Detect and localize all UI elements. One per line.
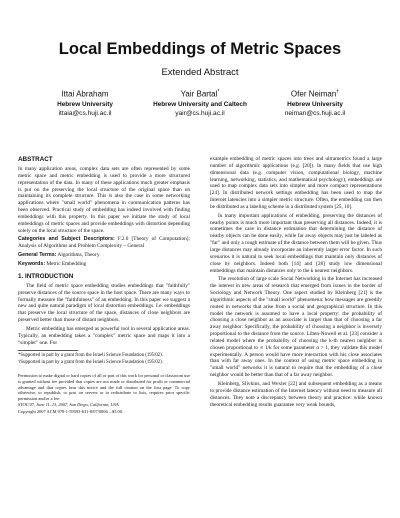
paper-title: Local Embeddings of Metric Spaces [58,40,342,58]
author-block [28,87,372,118]
author-affiliation: Hebrew University and Caltech [153,100,247,108]
body-paragraph: In many important applications of embedding, preserving the distances of nearby points is much more important than preserving all distances. Indeed, it is sometimes the case in distance estimation that determining the distance of nearby objects can be done easily, while far away objects may just be labeled as "far" and only a rough estimate of the distance between them will be given. Thus large distances may already incorporate an inherently larger error factor. In such scenarios it is natural to seek local embeddings that maintain only distances of close by neighbors. Indeed both [14] and [28] study low dimensional embeddings that maintain distances only to the k nearest neighbors. [210,212,382,274]
introduction-heading: 1. INTRODUCTION [18,272,74,280]
author-mark: † [336,89,340,95]
copyright-line: Copyright 2007 ACM 978-1-59593-631-8/07/0006 ...$5.00. [18,408,124,414]
keywords-line: Keywords: Metric Embedding [18,260,87,267]
abstract-heading: ABSTRACT [18,156,53,163]
author-affiliation: Hebrew University [57,100,113,108]
body-paragraph: The resolution of large scale Social Networking in the Internet has increased the interest in new areas of research that emerged from issues in the border of Sociology and Network Theory. One aspect studied by Kleinberg [21] is the algorithmic aspects of the "small world" phenomena: how messages are greedily routed in networks that arise from a social and geographical structure. In this model the network is assumed to have a local property: the probability of choosing a close neighbor as an associate is larger than that of choosing a far away neighbor. Specifically, the probability of choosing a neighbor is inversely proportional to the distance from the source. Liben-Nowell et al. [23] consider a related model where the probability of choosing the k-th nearest neighbor is chosen proportional to ∝ 1/k for some parameter α > 1, they validate this model experimentally. A person would have more interaction with his close associates than with far away ones. In the context of using metric space embedding in "small world" networks it is natural to require that the embedding of a close neighbor would be better than that of a far away neighbor. [210,276,382,379]
body-paragraph: example embedding of metric spaces into trees and ultrametrics found a large number of algorithmic applications (e.g. [20]). In many fields that use high dimensional data (e.g. computer vision, computational biology, machine learning, networking, statistics, and mathematical psychology), embeddings are used to map complex data sets into simpler and more compact representations [24]. In distributed network settings embedding has been used to map the Internet latencies into a simpler metric structure. Often, the embedding can then be distributed as a labeling scheme in a distributed system [25, 10]. [210,156,382,210]
categories-line: Categories and Subject Descriptors: F.2.0 [Theory of Computation]: Analysis of Algorithms and Problem Complexity – General [18,236,191,250]
author-1 [28,87,142,118]
body-paragraph: Kleinberg, Slivkins, and Wexler [22] and subsequent embedding as a means to provide distance estimation of the Internet latency without need to measure all distances. They note a discrepancy between theory and practice: while known theoretical embedding results guarantee very weak bounds, [210,381,382,408]
footnote: †Supported in part by a grant from the Israeli Science Foundation (195/02). [18,360,163,366]
intro-paragraph-1: The field of metric space embedding studies embeddings that "faithfully" preserve distances of the source space in the host space. There are many ways to formally measure the "faithfulness" of an embedding. In this paper we suggest a new and quite natural paradigm of local distortion embeddings. I.e. embeddings that preserve the local structure of the space, distances of close neighbors are preserved better than those of distant neighbors. [18,282,190,324]
conference-line: STOC'07, June 11–13, 2007, San Diego, California, USA. [18,402,120,408]
footnote: *Supported in part by a grant from the Israeli Science Foundation (195/02). [18,353,163,359]
author-3 [258,87,372,118]
right-column [210,156,382,410]
general-terms-line: General Terms: Algorithms, Theory [18,252,100,259]
author-email: yair@cs.huji.ac.il [175,109,225,117]
author-email: ittaia@cs.huji.ac.il [58,109,112,117]
permission-notice: Permission to make digital or hard copies of all or part of this work for personal or classroom use is granted without fee provided that copies are not made or distributed for profit or commercial advantage and that copies bear this notice and the full citation on the first page. To copy otherwise, to republish, to post on servers or to redistribute to lists, requires prior specific permission and/or a fee. [18,373,190,401]
left-column [18,156,190,416]
author-mark: * [217,89,220,95]
author-affiliation: Hebrew University [287,100,343,108]
author-name: Ofer Neiman [290,89,337,99]
author-name: Ittai Abraham [61,89,109,99]
abstract-text: In many application areas, complex data sets are often represented by some metric space and metric embedding is used to provide a more structured representation of the data. In many of these applications much greater emphasis is put on the preserving the local structure of the original space than on maintaining its complete structure. This is also the case in some networking applications where "small world" phenomena in communication patterns has been observed. Practical study of embedding has indeed involved with finding embeddings with this property. In this paper we initiate the study of local embeddings of metric spaces and provide embeddings with distortion depending solely on the local structure of the space. [18,166,190,234]
author-name: Yair Bartal [180,89,218,99]
author-email: neiman@cs.huji.ac.il [284,109,346,117]
paper-subtitle: Extended Abstract [161,67,239,78]
intro-paragraph-2: Metric embedding has emerged as powerful tool in several application areas. Typically, an embedding takes a "complex" metric space and maps it into a "simpler" one. For [18,325,190,346]
author-2 [143,87,257,118]
